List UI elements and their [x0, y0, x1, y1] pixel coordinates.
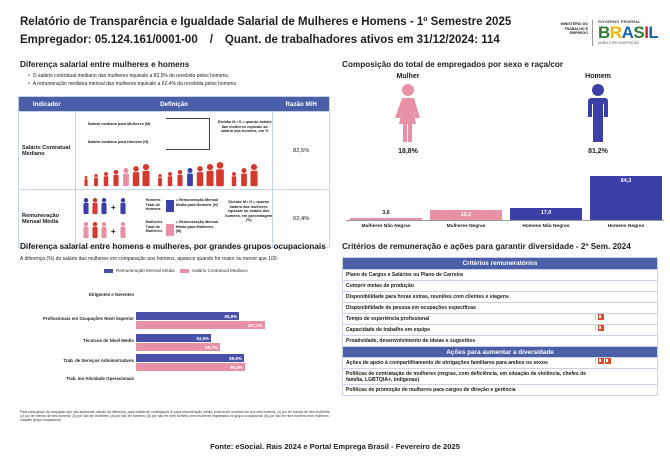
legend-remuneracao — [104, 268, 175, 273]
legend-salario — [180, 268, 248, 273]
def-note: Divisão M / H = quanto salário das mulheres equivale ao salário dos homens, em porcentagem (%) — [225, 200, 273, 223]
indicator-row-remuneration — [19, 189, 329, 247]
race-bar-value: 17,0 — [540, 210, 552, 217]
occupation-label: Técnicos de Nível Médio — [83, 338, 134, 343]
criteria-row — [343, 302, 657, 313]
men-total-label: Homens Total de Homens — [145, 198, 161, 212]
gov-slogan: UNIÃO E RECONSTRUÇÃO — [598, 41, 640, 45]
legend-label: Remuneração Mensal Média — [116, 268, 175, 273]
person-icon — [250, 164, 257, 186]
source-note: Fonte: eSocial. Rais 2024 e Portal Emprega Brasil - Fevereiro de 2025 — [210, 442, 460, 451]
race-category-label: Homens Negros — [607, 224, 645, 229]
race-bar-value: 64,3 — [620, 178, 632, 184]
person-man-icon — [196, 166, 202, 186]
legend-swatch — [180, 269, 189, 273]
occupation-label: Dirigentes e Gerentes — [88, 292, 134, 297]
person-man-icon — [158, 174, 162, 186]
bar-value-label: 90,6% — [230, 364, 243, 370]
person-woman-icon — [103, 172, 107, 186]
action-row — [343, 357, 657, 368]
criteria-row-label: Disponibilidade para horas extras, reuniões com clientes e viagens — [346, 294, 509, 300]
def-men-text: Salário mediano para Homens (H) — [87, 140, 149, 144]
person-man-icon — [216, 162, 224, 186]
legend-label: Salário Contratual Mediano — [192, 268, 248, 273]
bracket — [166, 118, 210, 150]
person-woman-icon — [142, 164, 149, 186]
criteria-row — [343, 280, 657, 291]
indicator-table — [18, 96, 330, 248]
men-pct: 81,2% — [588, 148, 608, 155]
person-woman-icon — [84, 176, 87, 186]
gov-label: GOVERNO FEDERAL — [598, 20, 641, 24]
col-definition: Definição — [160, 100, 188, 108]
person-woman-icon — [123, 168, 129, 186]
criteria-header: Critérios remuneratórios — [343, 258, 657, 269]
flag-icon — [598, 358, 604, 364]
criteria-row — [343, 324, 657, 335]
employer-line — [20, 34, 520, 46]
indicator-table-header — [19, 97, 329, 111]
bullet-contractual: • O salário contratual mediano das mulheres equivale a 82,5% do recebido pelos homens. — [28, 72, 237, 80]
ministry-name: MINISTÉRIO DO TRABALHO E EMPREGO — [560, 22, 588, 36]
person-man-icon — [120, 198, 125, 214]
criteria-row — [343, 313, 657, 324]
brasil-wordmark: BRASIL — [598, 23, 659, 42]
bullet-remuneration: • A remuneração mediana mensal das mulheres equivale a 62,4% da recebida pelos homens. — [28, 80, 237, 88]
bar-value-label: 85,8% — [224, 313, 237, 319]
person-man-icon — [206, 164, 213, 186]
women-result-label: = Remuneração Mensal Média para Mulheres (M) — [175, 220, 218, 234]
race-category-label: Mulheres Não Negras — [361, 224, 411, 229]
criteria-row — [343, 335, 657, 346]
person-man-icon — [92, 198, 97, 214]
occupational-footnote: Para cada grupo de ocupação que não apresente cálculo da diferença, para salário de contratação ou para remuneração média, poderá ser ocorrido um dos seis motivos: (1) por ter menos de três mulheres; (2) por ter menos de três homens; (3) por não ter mulheres; (4) por não ter homens; (5) por não ter nem homens nem mulheres registrados no grupo ocupacional; (6) por não ter nem homens nem mulheres naquele grupo ocupacional. — [20, 410, 331, 423]
employer-id: Empregador: 05.124.161/0001-00 — [20, 34, 198, 46]
indicator-row-contractual — [19, 111, 329, 189]
men-result-label: = Remuneração Mensal Média para Homens (H) — [175, 198, 218, 207]
criteria-row-flags — [595, 325, 657, 331]
woman-figure-icon — [395, 83, 421, 145]
definition-cell — [75, 190, 274, 247]
bar-value-label: 107,1% — [247, 322, 263, 328]
person-man-icon — [187, 168, 193, 186]
race-chart-axis — [346, 220, 664, 221]
occupation-label: Trab. de Serviços Administrativos — [63, 358, 134, 363]
person-woman-icon — [94, 174, 98, 186]
occupation-label: Profissionais em Ocupações Nível Superior — [42, 316, 134, 321]
col-ratio: Razão M/H — [285, 100, 317, 108]
plus-icon: + — [110, 227, 116, 236]
occupational-title: Diferença salarial entre homens e mulheres, por grandes grupos ocupacionais — [20, 242, 326, 251]
man-figure-icon — [585, 83, 611, 145]
criteria-row-label: Tempo de experiência profissional — [346, 316, 430, 322]
race-bar-value: 3,6 — [382, 209, 390, 216]
legend-swatch — [104, 269, 113, 273]
bar-value-label: 62,5% — [196, 335, 209, 341]
action-row-label: Políticas de contratação de mulheres (negras, com deficiência, em situação de violência, chefes de família, LGBTQIA+, indígenas) — [346, 370, 587, 383]
action-row — [343, 368, 657, 384]
action-row-flags — [595, 358, 657, 364]
government-logo — [560, 20, 660, 50]
criteria-row — [343, 291, 657, 302]
criteria-row-label: Disponibilidade de pessoa em ocupações específicas — [346, 305, 476, 311]
criteria-title: Critérios de remuneração e ações para garantir diversidade - 2º Sem. 2024 — [342, 242, 631, 251]
occupational-subtitle: A diferença (%) do salário das mulheres em comparação aos homens, aparece quando for maior ou menor que 100: — [20, 256, 278, 262]
person-man-icon — [83, 198, 88, 214]
occupation-label: Trab. em Atividade Operacionais — [66, 376, 134, 381]
criteria-row-flags — [595, 314, 657, 320]
ratio-value: 62,4% — [292, 215, 310, 222]
logo-divider — [592, 20, 593, 46]
composition-title: Composição do total de empregados por sexo e raça/cor — [342, 60, 564, 69]
women-total-label: Mulheres Total de Mulheres — [145, 220, 163, 234]
col-indicator: Indicador — [32, 100, 61, 108]
criteria-row-label: Capacidade de trabalho em equipe — [346, 327, 431, 333]
def-note: Divisão M / H = quanto salário das mulheres equivale ao salário dos homens, em % — [217, 120, 272, 134]
person-woman-icon — [120, 222, 125, 238]
plus-icon: + — [110, 203, 116, 212]
action-row-label: Políticas de promoção de mulheres para cargos de direção e gerência — [346, 387, 516, 393]
salary-diff-title: Diferença salarial entre mulheres e homens — [20, 60, 190, 69]
people-row-icon — [80, 156, 274, 188]
action-row — [343, 384, 657, 395]
gov-brand — [598, 20, 659, 45]
definition-cell — [75, 112, 274, 189]
person-woman-icon — [132, 166, 138, 186]
criteria-table — [342, 257, 658, 396]
person-man-icon — [177, 170, 182, 186]
race-category-label: Mulheres Negras — [446, 224, 486, 229]
criteria-row-label: Proatividade, desenvolvimento de ideias e sugestões — [346, 338, 476, 344]
criteria-row — [343, 269, 657, 280]
person-icon — [231, 172, 235, 186]
person-man-icon — [101, 198, 106, 214]
person-man-icon — [167, 172, 171, 186]
salary-diff-bullets — [28, 72, 237, 88]
person-woman-icon — [83, 222, 88, 238]
indicator-name: Salário Contratual Mediano — [22, 144, 71, 157]
person-woman-icon — [113, 170, 118, 186]
race-bar — [350, 218, 422, 220]
race-bar-value: 15,2 — [460, 211, 472, 218]
person-woman-icon — [92, 222, 97, 238]
def-women-text: Salário mediano para Mulheres (M) — [87, 122, 151, 126]
criteria-row-label: Cumprir metas de produção — [346, 283, 414, 289]
actions-header: Ações para aumentar a diversidade — [343, 346, 657, 357]
report-title: Relatório de Transparência e Igualdade Salarial de Mulheres e Homens - 1º Semestre 2025 — [20, 16, 512, 28]
header-separator: / — [209, 34, 213, 46]
flag-icon — [598, 314, 604, 320]
criteria-row-label: Plano de Cargos e Salários ou Plano de Carreira — [346, 272, 463, 278]
flag-icon — [605, 358, 611, 364]
bar-value-label: 89,8% — [229, 355, 242, 361]
person-woman-icon — [101, 222, 106, 238]
ratio-value: 82,5% — [292, 147, 310, 154]
action-row-label: Ações de apoio à compartilhamento de obrigações familiares para ambos os sexos — [346, 360, 548, 366]
bar-value-label: 69,7% — [205, 344, 218, 350]
person-icon — [241, 168, 247, 186]
women-label: Mulher — [396, 73, 420, 80]
flag-icon — [598, 325, 604, 331]
women-pct: 18,8% — [398, 148, 418, 155]
race-category-label: Homens Não Negros — [522, 224, 570, 229]
workers-count: Quant. de trabalhadores ativos em 31/12/2024: 114 — [224, 34, 500, 46]
men-label: Homem — [585, 73, 611, 80]
indicator-name: Remuneração Mensal Média — [22, 212, 59, 225]
report-header — [20, 16, 520, 46]
